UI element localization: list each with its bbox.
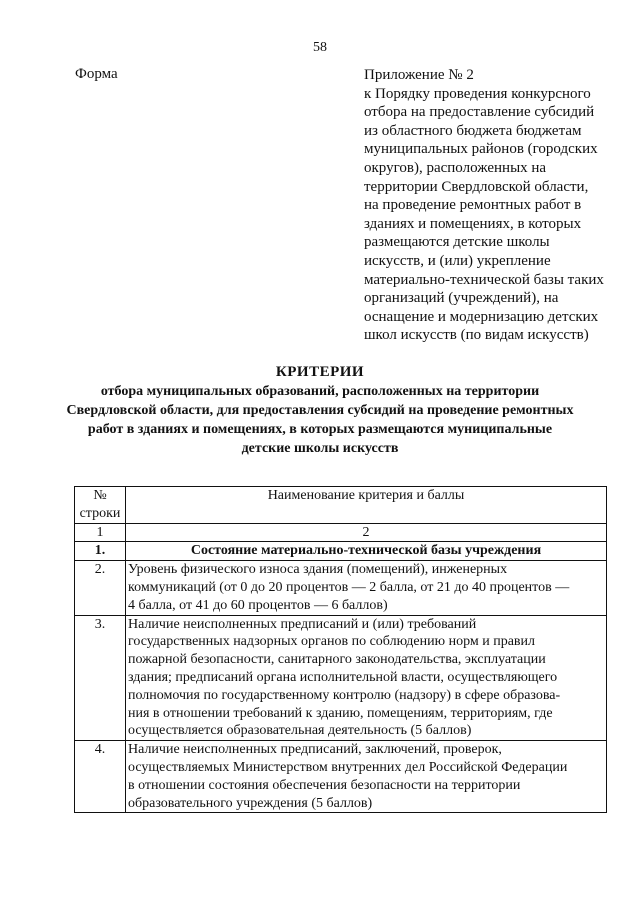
appendix-line: размещаются детские школы bbox=[364, 234, 550, 251]
page-number: 58 bbox=[313, 40, 327, 55]
row-text-line: коммуникаций (от 0 до 20 процентов — 2 балла, от 21 до 40 процентов — bbox=[128, 579, 570, 595]
appendix-line: к Порядку проведения конкурсного bbox=[364, 85, 591, 102]
index-num-cell: 1 bbox=[75, 523, 126, 542]
row-text-cell bbox=[126, 561, 607, 615]
table-row bbox=[75, 615, 607, 741]
row-num-cell: 3. bbox=[75, 615, 126, 741]
row-text-line: Наличие неисполненных предписаний и (или) требований bbox=[128, 616, 477, 632]
header-num-label: строки bbox=[79, 505, 121, 521]
table-row bbox=[75, 741, 607, 813]
row-text-line: 4 балла, от 41 до 60 процентов — 6 баллов) bbox=[128, 597, 388, 613]
heading-line: детские школы искусств bbox=[241, 441, 399, 456]
row-text-line: в отношении состояния обеспечения безопасности на территории bbox=[128, 777, 521, 793]
heading-line: отбора муниципальных образований, расположенных на территории bbox=[100, 384, 540, 399]
appendix-block bbox=[364, 66, 614, 345]
section-num-cell: 1. bbox=[75, 542, 126, 561]
appendix-line: искусств, и (или) укрепление bbox=[364, 252, 551, 269]
criteria-table bbox=[74, 486, 607, 813]
form-label: Форма bbox=[75, 66, 118, 82]
table-header-row bbox=[75, 487, 607, 524]
row-text-line: пожарной безопасности, санитарного законодательства, эксплуатации bbox=[128, 652, 546, 668]
row-text-line: Наличие неисполненных предписаний, заключений, проверок, bbox=[128, 742, 502, 758]
appendix-line: материально-технической базы таких bbox=[364, 271, 604, 288]
appendix-line: отбора на предоставление субсидий bbox=[364, 104, 595, 121]
appendix-line: на проведение ремонтных работ в bbox=[364, 197, 582, 214]
table-row bbox=[75, 561, 607, 615]
appendix-line: округов), расположенных на bbox=[364, 159, 547, 176]
appendix-line: из областного бюджета бюджетам bbox=[364, 122, 582, 139]
appendix-line: зданиях и помещениях, в которых bbox=[364, 215, 582, 232]
row-num-cell: 4. bbox=[75, 741, 126, 813]
header-num-symbol: № bbox=[93, 488, 107, 503]
row-text-line: ния в отношении требований к зданию, помещениям, территориям, где bbox=[128, 705, 553, 721]
row-text-line: здания; предписаний органа исполнительной власти, осуществляющего bbox=[128, 669, 558, 685]
heading-line: Свердловской области, для предоставления субсидий на проведение ремонтных bbox=[66, 403, 574, 418]
appendix-line: Приложение № 2 bbox=[364, 67, 474, 83]
section-name-cell: Состояние материально-технической базы учреждения bbox=[126, 542, 607, 561]
header-num-cell bbox=[75, 487, 126, 524]
header-name-cell: Наименование критерия и баллы bbox=[126, 487, 607, 524]
appendix-line: территории Свердловской области, bbox=[364, 178, 589, 195]
table-section-row bbox=[75, 542, 607, 561]
row-text-line: образовательного учреждения (5 баллов) bbox=[128, 795, 373, 811]
index-name-cell: 2 bbox=[126, 523, 607, 542]
row-text-line: государственных надзорных органов по соблюдению норм и правил bbox=[128, 634, 536, 650]
appendix-line: муниципальных районов (городских bbox=[364, 141, 598, 158]
document-heading bbox=[0, 364, 640, 458]
document-title: КРИТЕРИИ bbox=[275, 364, 365, 380]
appendix-line: школ искусств (по видам искусств) bbox=[364, 327, 589, 344]
row-num-cell: 2. bbox=[75, 561, 126, 615]
row-text-line: полномочия по государственному контролю (надзору) в сфере образова- bbox=[128, 687, 561, 703]
row-text-cell bbox=[126, 615, 607, 741]
row-text-line: Уровень физического износа здания (помещений), инженерных bbox=[128, 562, 508, 578]
row-text-line: осуществляется образовательная деятельность (5 баллов) bbox=[128, 723, 472, 739]
heading-line: работ в зданиях и помещениях, в которых размещаются муниципальные bbox=[87, 422, 553, 437]
row-text-line: осуществляемых Министерством внутренних дел Российской Федерации bbox=[128, 759, 568, 775]
row-text-cell bbox=[126, 741, 607, 813]
table-index-row bbox=[75, 523, 607, 542]
appendix-line: организаций (учреждений), на bbox=[364, 290, 559, 307]
appendix-line: оснащение и модернизацию детских bbox=[364, 308, 599, 325]
